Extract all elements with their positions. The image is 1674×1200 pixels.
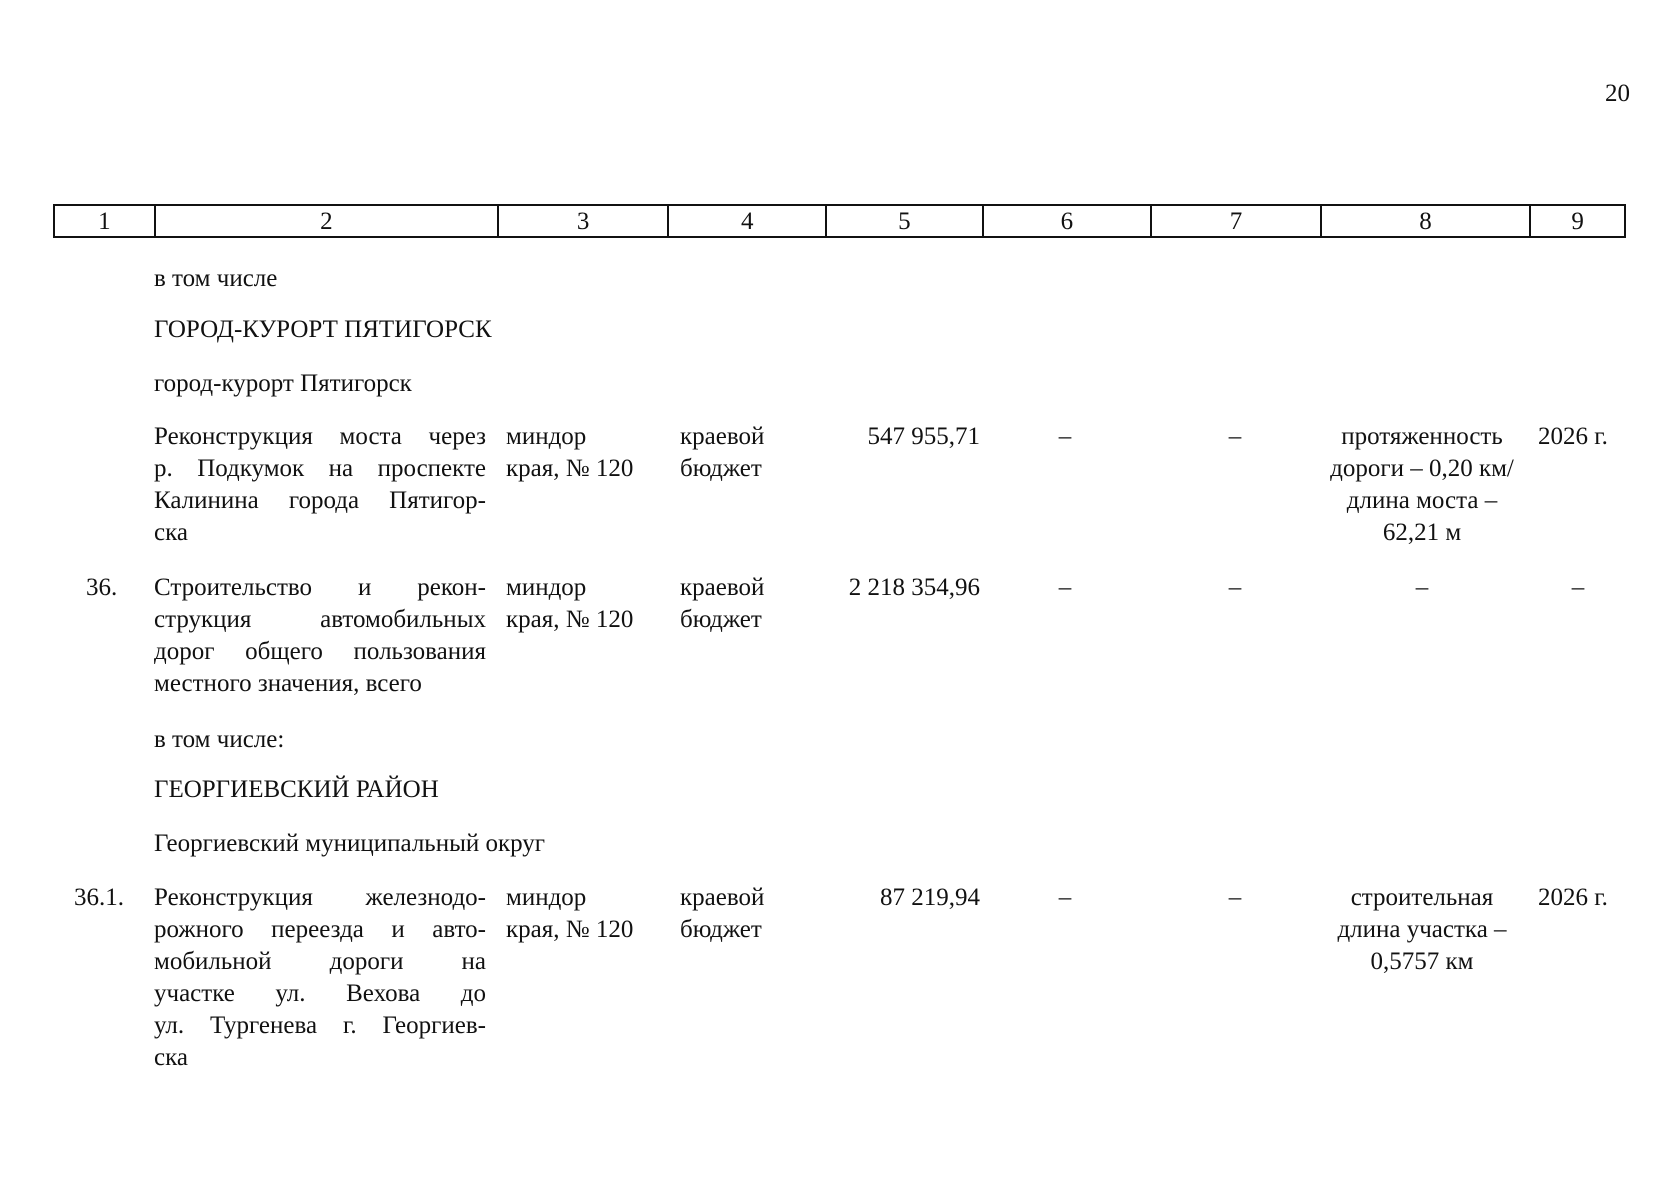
row-indicator-line: строительная	[1350, 884, 1494, 911]
row-source-line: краевой	[680, 423, 765, 450]
row-indicator-line: длина участка –	[1337, 916, 1507, 943]
row-col7: –	[1228, 574, 1242, 601]
row-col6: –	[1058, 884, 1072, 911]
row-name-line: р. Подкумок на проспекте	[154, 455, 486, 482]
municipality-heading: Георгиевский муниципальный округ	[154, 830, 546, 857]
row-col7: –	[1228, 423, 1242, 450]
table-header-row	[53, 204, 1626, 238]
header-cell-6: 6	[984, 206, 1153, 236]
row-indicator-line: протяженность	[1341, 423, 1503, 450]
municipality-heading: город-курорт Пятигорск	[154, 370, 412, 397]
section-including-label: в том числе	[154, 265, 278, 292]
header-cell-4: 4	[669, 206, 827, 236]
row-customer-line: края, № 120	[506, 455, 634, 482]
row-name-line: ска	[154, 519, 188, 546]
row-indicator-line: дороги – 0,20 км/	[1330, 455, 1514, 482]
row-name-line: дорог общего пользования	[154, 638, 486, 665]
row-col7: –	[1228, 884, 1242, 911]
row-amount: 547 955,71	[867, 423, 980, 450]
row-source-line: бюджет	[680, 916, 762, 943]
header-cell-3: 3	[499, 206, 670, 236]
row-customer-line: края, № 120	[506, 606, 634, 633]
row-col6: –	[1058, 574, 1072, 601]
row-number: 36.1.	[74, 884, 124, 911]
header-cell-8: 8	[1322, 206, 1531, 236]
row-name-line: струкция автомобильных	[154, 606, 486, 633]
header-cell-7: 7	[1152, 206, 1322, 236]
header-cell-1: 1	[55, 206, 156, 236]
row-customer-line: края, № 120	[506, 916, 634, 943]
row-name-line: ул. Тургенева г. Георгиев-	[154, 1012, 486, 1039]
header-cell-9: 9	[1571, 208, 1584, 235]
row-customer-line: миндор	[506, 574, 587, 601]
row-customer-line: миндор	[506, 423, 587, 450]
row-number: 36.	[86, 574, 118, 601]
row-amount: 2 218 354,96	[848, 574, 980, 601]
row-name-line: Реконструкция железнодо-	[154, 884, 486, 911]
row-indicator-line: длина моста –	[1346, 487, 1498, 514]
section-including-label: в том числе:	[154, 726, 285, 753]
header-cell-5: 5	[827, 206, 984, 236]
row-name-line: Реконструкция моста через	[154, 423, 486, 450]
row-col6: –	[1058, 423, 1072, 450]
row-name-line: мобильной дороги на	[154, 948, 486, 975]
row-amount: 87 219,94	[880, 884, 980, 911]
row-name-line: Калинина города Пятигор-	[154, 487, 486, 514]
row-source-line: бюджет	[680, 455, 762, 482]
row-source-line: бюджет	[680, 606, 762, 633]
row-name-line: Строительство и рекон-	[154, 574, 486, 601]
row-year: 2026 г.	[1538, 884, 1608, 911]
row-source-line: краевой	[680, 884, 765, 911]
region-heading: ГЕОРГИЕВСКИЙ РАЙОН	[154, 776, 439, 803]
region-heading: ГОРОД-КУРОРТ ПЯТИГОРСК	[154, 316, 492, 343]
row-name-line: местного значения, всего	[154, 670, 422, 697]
row-name-line: рожного переезда и авто-	[154, 916, 486, 943]
row-name-line: ска	[154, 1044, 188, 1071]
header-cell-2: 2	[156, 206, 499, 236]
row-indicator-line: 0,5757 км	[1370, 948, 1474, 975]
row-year: 2026 г.	[1538, 423, 1608, 450]
row-indicator-line: 62,21 м	[1382, 519, 1462, 546]
row-col9: –	[1571, 574, 1585, 601]
row-source-line: краевой	[680, 574, 765, 601]
row-name-line: участке ул. Вехова до	[154, 980, 486, 1007]
page-number: 20	[1605, 80, 1630, 107]
row-col8: –	[1415, 574, 1429, 601]
row-customer-line: миндор	[506, 884, 587, 911]
